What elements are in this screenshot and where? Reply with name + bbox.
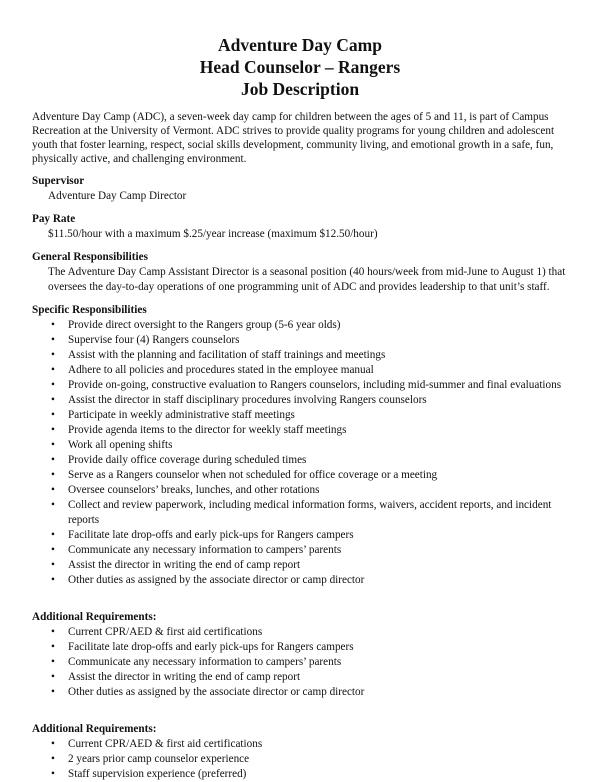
bullet-icon: • [51, 409, 55, 421]
title-line-2: Head Counselor – Rangers [199, 57, 401, 77]
list-item-text: Other duties as assigned by the associate director or camp director [68, 686, 365, 698]
list-item [32, 468, 570, 483]
bullet-icon: • [51, 738, 55, 750]
list-item-text: Communicate any necessary information to campers’ parents [68, 656, 342, 668]
additional-requirements-section-2 [32, 722, 570, 782]
bullet-icon: • [51, 424, 55, 436]
bullet-icon: • [51, 364, 55, 376]
specific-responsibilities-list [32, 318, 570, 588]
pay-rate-heading: Pay Rate [32, 213, 76, 225]
bullet-icon: • [51, 394, 55, 406]
bullet-icon: • [51, 574, 55, 586]
additional-requirements-heading-2: Additional Requirements: [32, 723, 157, 735]
title-line-3: Job Description [240, 79, 360, 99]
list-item [32, 453, 570, 468]
list-item-text: Supervise four (4) Rangers counselors [68, 334, 240, 346]
bullet-icon: • [51, 559, 55, 571]
bullet-icon: • [51, 753, 55, 765]
list-item-text: Staff supervision experience (preferred) [68, 768, 247, 780]
list-item-text: Assist the director in writing the end of camp report [68, 671, 301, 683]
list-item [32, 423, 570, 438]
list-item-text: Provide daily office coverage during scheduled times [68, 454, 307, 466]
list-item-text: Serve as a Rangers counselor when not scheduled for office coverage or a meeting [68, 469, 438, 481]
bullet-icon: • [51, 641, 55, 653]
bullet-icon: • [51, 484, 55, 496]
title-line-1: Adventure Day Camp [218, 35, 382, 55]
bullet-icon: • [51, 671, 55, 683]
list-item-text: Collect and review paperwork, including medical information forms, waivers, accident reports, and incident reports [68, 499, 552, 526]
additional-requirements-section-1 [32, 610, 570, 700]
general-responsibilities-text: The Adventure Day Camp Assistant Director is a seasonal position (40 hours/week from mid-June to August 1) that oversees the day-to-day operations of one programming unit of ADC and provides leadership to that unit’s staff. [48, 266, 566, 293]
list-item [32, 685, 570, 700]
list-item-text: Facilitate late drop-offs and early pick-ups for Rangers campers [68, 529, 354, 541]
additional-requirements-heading-1: Additional Requirements: [32, 611, 157, 623]
list-item [32, 318, 570, 333]
list-item [32, 640, 570, 655]
list-item-text: Participate in weekly administrative staff meetings [68, 409, 295, 421]
pay-rate-section [32, 212, 570, 242]
list-item [32, 363, 570, 378]
list-item-text: Adhere to all policies and procedures stated in the employee manual [68, 364, 374, 376]
list-item [32, 393, 570, 408]
general-responsibilities-section [32, 250, 570, 295]
bullet-icon: • [51, 529, 55, 541]
document-title [0, 0, 600, 100]
specific-responsibilities-heading: Specific Responsibilities [32, 304, 147, 316]
list-item [32, 333, 570, 348]
bullet-icon: • [51, 469, 55, 481]
list-item-text: Oversee counselors’ breaks, lunches, and other rotations [68, 484, 320, 496]
list-item-text: Provide direct oversight to the Rangers group (5-6 year olds) [68, 319, 341, 331]
additional-requirements-list-2 [32, 737, 570, 782]
bullet-icon: • [51, 686, 55, 698]
general-responsibilities-heading: General Responsibilities [32, 251, 148, 263]
list-item [32, 348, 570, 363]
list-item [32, 670, 570, 685]
list-item [32, 408, 570, 423]
list-item-text: Other duties as assigned by the associate director or camp director [68, 574, 365, 586]
list-item-text: Provide on-going, constructive evaluation to Rangers counselors, including mid-summer and final evaluations [68, 379, 562, 391]
list-item [32, 625, 570, 640]
specific-responsibilities-section [32, 303, 570, 588]
pay-rate-text: $11.50/hour with a maximum $.25/year increase (maximum $12.50/hour) [48, 228, 378, 240]
list-item [32, 655, 570, 670]
additional-requirements-list-1 [32, 625, 570, 700]
bullet-icon: • [51, 768, 55, 780]
list-item-text: Work all opening shifts [68, 439, 173, 451]
list-item-text: Assist the director in writing the end of camp report [68, 559, 301, 571]
list-item-text: Facilitate late drop-offs and early pick-ups for Rangers campers [68, 641, 354, 653]
list-item-text: Assist with the planning and facilitation of staff trainings and meetings [68, 349, 386, 361]
supervisor-text: Adventure Day Camp Director [48, 190, 187, 202]
list-item [32, 528, 570, 543]
list-item [32, 573, 570, 588]
bullet-icon: • [51, 454, 55, 466]
list-item [32, 737, 570, 752]
list-item [32, 483, 570, 498]
list-item [32, 378, 570, 393]
list-item [32, 767, 570, 782]
bullet-icon: • [51, 439, 55, 451]
list-item [32, 438, 570, 453]
supervisor-heading: Supervisor [32, 175, 85, 187]
list-item-text: Current CPR/AED & first aid certifications [68, 626, 263, 638]
bullet-icon: • [51, 379, 55, 391]
list-item-text: Provide agenda items to the director for weekly staff meetings [68, 424, 347, 436]
list-item [32, 543, 570, 558]
bullet-icon: • [51, 656, 55, 668]
bullet-icon: • [51, 544, 55, 556]
intro-paragraph: Adventure Day Camp (ADC), a seven-week day camp for children between the ages of 5 and 11, is part of Campus Recreation at the University of Vermont. ADC strives to provide quality programs for young children and adolescent youth that foster learning, respect, social skills development, community living, and emotional growth in a safe, fun, physically active, and challenging environment. [32, 111, 555, 165]
supervisor-section [32, 174, 570, 204]
list-item-text: Assist the director in staff disciplinary procedures involving Rangers counselors [68, 394, 427, 406]
bullet-icon: • [51, 499, 55, 511]
list-item-text: 2 years prior camp counselor experience [68, 753, 250, 765]
bullet-icon: • [51, 319, 55, 331]
bullet-icon: • [51, 349, 55, 361]
bullet-icon: • [51, 334, 55, 346]
list-item [32, 752, 570, 767]
list-item-text: Current CPR/AED & first aid certifications [68, 738, 263, 750]
bullet-icon: • [51, 626, 55, 638]
list-item-text: Communicate any necessary information to campers’ parents [68, 544, 342, 556]
list-item [32, 498, 570, 528]
list-item [32, 558, 570, 573]
